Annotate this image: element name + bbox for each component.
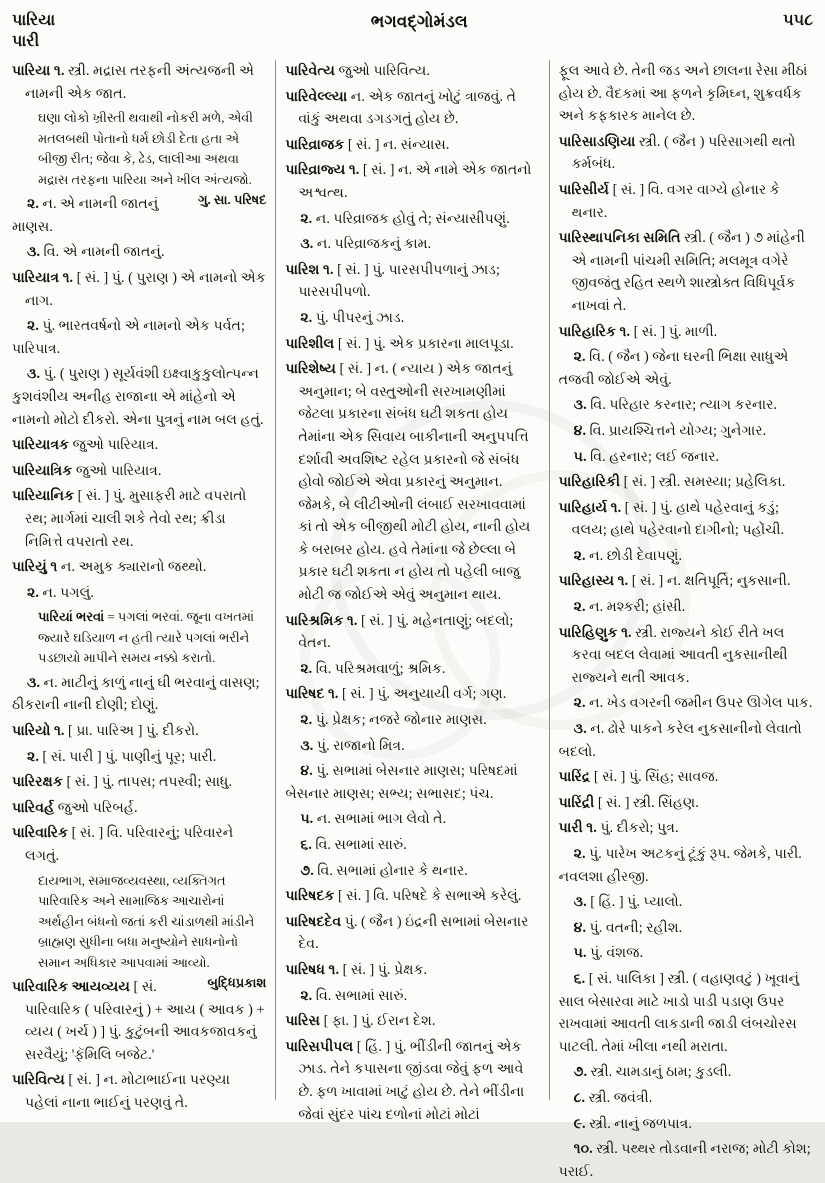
sense-line: ૨. વિ. પરિશ્રમવાળું; શ્રમિક.: [300, 660, 446, 677]
headword: ૩.: [27, 244, 40, 261]
dictionary-entry: પારિસ્થાપનિકા સમિતિ સ્ત્રી. ( જૈન ) ૭ માંહેની એ નામની પાંચમી સમિતિ; મલમૂત્ર વગેરે જીવજંતુ રહિત સ્થળે શાસ્ત્રોક્ત વિધિપૂર્વક નાખવાં તે.: [558, 230, 805, 314]
sense-line: ૩. [ હિં. ] પું. પ્યાલો.: [573, 894, 683, 911]
headword: પારિયાનિક: [12, 488, 75, 505]
sense-line: ૧૦. સ્ત્રી. પથ્થર તોડવાની નરાજ; મોટી કોશ; પરાઈ.: [558, 1141, 811, 1180]
sense-line: ૨. વિ. સભામાં સારું.: [300, 987, 408, 1004]
headword: ૨.: [573, 846, 586, 862]
guide-word-bottom: પારી: [12, 33, 40, 50]
headword: પારિશેષ્ય: [285, 361, 336, 378]
sense-line: ૫. ન. સભામાં ભાગ લેવો તે.: [300, 811, 447, 828]
sense-line: ૩. ન. ઢોરે પાકને કરેલ નુકસાનીનો લેવાતો બદલો.: [558, 721, 802, 760]
text-columns: [12, 60, 813, 1180]
dictionary-entry: પારિશેષ્ય [ સં. ] ન. ( ન્યાય ) એક જાતનું અનુમાન; બે વસ્તુઓની સરખામણીમાં જેટલા પ્રકારના સંબંધ ઘટી શકતા હોય તેમાંના એક સિવાય બાકીનાની અનુપપત્તિ દર્શાવી અવશિષ્ટ રહેલ પ્રકારનો જે સંબંધ હોવો જોઈએ એવા પ્રકારનું અનુમાન. જેમકે, બે લીટીઓની લંબાઈ સરખાવવામાં કાં તો એક બીજીથી મોટી હોય, નાની હોય કે બરાબર હોય. હવે તેમાંના જે છેલ્લા બે પ્રકાર ઘટી શકતા ન હોય તો પહેલી બાજુ મોટી જ જોઈએ એવું અનુમાન થાય.: [285, 361, 531, 604]
dictionary-entry: પારિવિત્ય [ સં. ] ન. મોટાભાઈના પરણ્યા પહેલાં નાના ભાઈનું પરણવું તે.: [12, 1072, 231, 1111]
headword: ૨.: [300, 987, 313, 1004]
dictionary-entry: પારિયાત્રિક જુઓ પારિયાત્ર.: [12, 462, 162, 479]
headword: પારિરક્ષક: [12, 774, 63, 791]
dictionary-entry: પારિયું ૧ ન. અમુક ક્યારાનો જથ્થો.: [12, 559, 207, 576]
page-header: [12, 10, 813, 52]
sense-line: ૪. વિ. પ્રાયશ્ચિત્તને યોગ્ય; ગુનેગાર.: [573, 422, 767, 439]
headword: ૪.: [573, 422, 586, 439]
headword: પારિવર્હ: [12, 799, 55, 816]
headword: પારિશ્રમિક ૧.: [285, 612, 358, 629]
guide-words: [12, 10, 55, 52]
headword: પારિવારિક: [12, 825, 69, 842]
page-number: ૫૫૮: [783, 12, 813, 29]
dictionary-entry: પારિસીર્ય [ સં. ] વિ. વગર વાગ્યે હોનાર કે થનાર.: [558, 181, 780, 221]
headword: પારિહિણુક ૧.: [558, 624, 632, 641]
column-2: [275, 60, 548, 1123]
dictionary-entry: પારિસપીપલ [ હિં. ] પું. ભીંડીની જાતનું એક ઝાડ. તેને કપાસના જીંડવા જેવું ફળ આવે છે. ફળ ખાવામાં ખાટું હોય છે. તેને ભીંડીના જેવાં સુંદર પાંચ દળોનાં મોટાં મોટાં: [285, 1038, 525, 1123]
sense-line: ૮. સ્ત્રી. જવંત્રી.: [573, 1089, 653, 1106]
headword: ૨.: [300, 660, 313, 677]
quote-block: દાયભાગ, સમાજવ્યવસ્થા, વ્યક્તિગત પારિવારિક અને સામાજિક આચારોનાં અર્થહીન બંધનો જતાં કરી ચાંડાળથી માંડીને બ્રાહ્મણ સુધીના બધા મનુષ્યોને સાધનોનો સમાન અધિકાર આપવામાં આવ્યો. બુદ્ધિપ્રકાશ: [38, 871, 266, 974]
headword: પારિષધ ૧.: [285, 961, 340, 978]
citation-source: બુદ્ધિપ્રકાશ: [207, 976, 267, 991]
dictionary-entry: પારિહાર્ય ૧. [ સં. ] પું. હાથે પહેરવાનું કડું; વલય; હાથે પહેરવાનો દાગીનો; પહોંચી.: [558, 499, 785, 539]
sense-line: ૩. વિ. એ નામની જાતનું.: [27, 244, 165, 261]
headword: ૯.: [573, 1115, 586, 1132]
dictionary-entry: પારી ૧. પું. દીકરો; પુત્ર.: [558, 820, 679, 837]
book-title: ભગવદ્ગોમંડલ: [370, 12, 468, 31]
headword: ૬.: [573, 970, 586, 987]
dictionary-entry: પારિહારિકી [ સં. ] સ્ત્રી. સમસ્યા; પ્રહેલિકા.: [558, 474, 786, 491]
headword: ૩.: [27, 366, 40, 383]
dictionary-entry: પારિરક્ષક [ સં. ] પું. તાપસ; તપસ્વી; સાધુ.: [12, 774, 232, 791]
dictionary-entry: પારિંદ્ર [ સં. ] પું. સિંહ; સાવજ.: [558, 769, 719, 786]
headword: ૨.: [27, 748, 39, 765]
headword: પારિયાત્રક: [12, 437, 70, 454]
headword: પારિસપીપલ: [285, 1038, 354, 1055]
sense-line: ૭. સ્ત્રી. ચામડાનું ઠામ; કુડલી.: [573, 1064, 732, 1081]
sense-line: ૩. પું. ( પુરાણ ) સૂર્યવંશી ઇક્ષ્વાકુકુલોત્પન્ન કુશવંશીય અનીહ રાજાના એ માંહેનો એ નામનો મોટો દીકરો. એના પુત્રનું નામ બલ હતું.: [12, 366, 264, 428]
sense-line: ૭. વિ. સભામાં હોનાર કે થનાર.: [300, 862, 468, 879]
headword: પારિષદક: [285, 888, 335, 905]
headword: ૩.: [573, 721, 587, 738]
dictionary-entry: પારિષદ ૧. [ સં. ] પું. અનુયાયી વર્ગ; ગણ.: [285, 686, 507, 703]
headword: પારિહારિકી: [558, 474, 621, 491]
headword: ૭.: [573, 1064, 588, 1081]
dictionary-entry: પારિવ્રાજક [ સં. ] ન. સંન્યાસ.: [285, 136, 450, 153]
sense-line: ૩. પું. રાજાનો મિત્ર.: [300, 737, 405, 754]
headword: પારિવ્રાજ્ય ૧.: [285, 162, 360, 179]
headword: પારિયો ૧.: [12, 722, 65, 739]
dictionary-entry: પારિશ ૧. [ સં. ] પું. પારસપીપળાનું ઝાડ; પારસપીપળો.: [285, 261, 500, 301]
quote-block: ઘણા લોકો ખ્રીસ્તી થવાથી નોકરી મળે, એવી મતલબથી પોતાનો ધર્મ છોડી દેતા હતા એ બીજી રીત; જેવા કે, ઢેડ, લાલીઆ અથવા મદ્રાસ તરફના પારિયા અને ખીલ અંત્યજો. ગુ. સા. પરિષદ: [38, 108, 266, 190]
headword: પારિશ ૧.: [285, 261, 334, 278]
dictionary-entry: પારિવેલ્લ્યા ન. એક જાતનું ખોટું ત્રાજવું. તે વાંકું અથવા ડગડગતું હોય છે.: [285, 88, 517, 128]
headword: પારિસીર્ય: [558, 181, 610, 198]
headword: ૪.: [300, 763, 313, 780]
headword: પારિસાડણિયા: [558, 133, 636, 150]
dictionary-entry: પારિષધ ૧. [ સં. ] પું. પ્રેક્ષક.: [285, 961, 428, 978]
sense-line: ૬. [ સં. પાલિકા ] સ્ત્રી. ( વહાણવટું ) ખૂવાનું સાલ બેસારવા માટે ખાડો પાડી પડાણ ઉપર રાખવામાં આવતી લાકડાની જાડી લંબચોરસ પાટલી. તેમાં ખીલા નથી મરાતા.: [558, 970, 800, 1055]
sense-line: ૨. ન. મશ્કરી; હાંસી.: [573, 599, 686, 616]
sense-line: ૨. વિ. ( જૈન ) જેના ઘરની ભિક્ષા સાધુએ તજવી જોઈએ એવું.: [558, 349, 789, 388]
sense-line: ૩. વિ. પરિહાર કરનાર; ત્યાગ કરનાર.: [573, 397, 777, 414]
sense-line: ૫. પું. વંશજ.: [573, 945, 644, 962]
headword: ૫.: [573, 448, 587, 465]
headword: ૨.: [300, 712, 313, 729]
headword: ૫.: [300, 811, 314, 828]
dictionary-entry: પારિયા ૧. સ્ત્રી. મદ્રાસ તરફની અંત્યજની એ નામની એક જાત.: [12, 63, 255, 102]
headword: પારિવિત્ય: [12, 1072, 65, 1089]
dictionary-entry: પારિસ [ ફા. ] પું. ઈરાન દેશ.: [285, 1013, 436, 1030]
sense-line: ૨. ન. છોડી દેવાપણું.: [573, 547, 683, 564]
dictionary-entry: પારિંદ્રી [ સં. ] સ્ત્રી. સિંહણ.: [558, 794, 699, 811]
headword: ૭.: [300, 862, 314, 879]
headword: પારિષદદેવ: [285, 913, 342, 930]
headword: પારિહારિક ૧.: [558, 323, 631, 340]
headword: પારિષદ ૧.: [285, 686, 339, 703]
headword: ૧૦.: [573, 1141, 593, 1158]
continuation-text: ફૂલ આવે છે. તેની જડ અને છાલના રેસા મીઠાં હોય છે. વૈદકમાં આ ફળને કૃમિઘ્ન, શુક્રવર્ધક અને કફકારક માનેલ છે.: [558, 63, 808, 125]
headword: ૮.: [573, 1089, 586, 1106]
headword: પારિવેલ્લ્યા: [285, 88, 348, 105]
dictionary-entry: પારિવારિક [ સં. ] વિ. પરિવારનું; પરિવારને લગતું.: [12, 825, 234, 864]
headword: ૩.: [300, 737, 314, 754]
headword: પારી ૧.: [558, 820, 597, 837]
headword: ૨.: [27, 196, 39, 213]
headword: પારિસ્થાપનિકા સમિતિ: [558, 230, 681, 247]
dictionary-entry: પારિસાડણિયા સ્ત્રી. ( જૈન ) પરિસાગથી થતો કર્મબંધ.: [558, 133, 796, 173]
sense-line: ૬. વિ. સભામાં સારું.: [300, 837, 407, 853]
headword: પારિયાત્રિક: [12, 462, 73, 479]
dictionary-entry: પારિયાનિક [ સં. ] પું. મુસાફરી માટે વપરાતો રથ; માર્ગમાં ચાલી શકે તેવો રથ; ક્રીડા નિમિત્તે વપરાતો રથ.: [12, 488, 247, 550]
guide-word-top: પારિયા: [12, 12, 56, 29]
headword: ૨.: [573, 695, 586, 712]
sense-line: ૩. ન. માટીનું કાળું નાનું ઘી ભરવાનું વાસણ; ઠીકરાની નાની દોણી; દોણું.: [12, 674, 260, 714]
dictionary-entry: પારિવ્રાજ્ય ૧. [ સં. ] ન. એ નામે એક જાતનો અશ્વત્થ.: [285, 162, 532, 201]
sense-line: ૨. ન. પગલું.: [27, 584, 94, 601]
headword: ૨.: [27, 584, 39, 601]
dictionary-entry: પારિયો ૧. [ પ્રા. પારિઅ ] પું. દીકરો.: [12, 722, 199, 739]
headword: ૫.: [573, 945, 587, 962]
sense-line: ૨. પું. ભારતવર્ષનો એ નામનો એક પર્વત; પારિપાત્ર.: [12, 318, 245, 357]
sense-line: ૪. પું. વતની; રહીશ.: [573, 919, 683, 936]
headword: ૪.: [573, 919, 586, 936]
dictionary-entry: પારિવારિક આયવ્યય [ સં. પારિવારિક ( પરિવારનું ) + આય ( આવક ) + વ્યય ( ખર્ચ ) ] પું. કુટુંબની આવકજાવકનું સરવૈયું; 'ફૅમિલિ બજેટ.': [12, 979, 265, 1063]
dictionary-entry: પારિયાત્ર ૧. [ સં. ] પું. ( પુરાણ ) એ નામનો એક નાગ.: [12, 269, 266, 309]
headword: પારિહાસ્ય ૧.: [558, 573, 629, 590]
dictionary-entry: પારિષદદેવ પું. ( જૈન ) ઇંદ્રની સભામાં બેસનાર દેવ.: [285, 913, 529, 953]
headword: ૩.: [27, 674, 40, 691]
dictionary-entry: પારિહિણુક ૧. સ્ત્રી. રાજ્યને કોઈ રીતે ખલ કરવા બદલ લેવામાં આવતી નુકસાનીથી રાજ્યને થતી આવક.: [558, 624, 788, 686]
quote-block: પારિયાં ભરવાં = પગલાં ભરવાં. જૂના વખતમાં જ્યારે ઘડિયાળ ન હતી ત્યારે પગલાં ભરીને પડછાયો માપીને સમય નક્કો કરાતો.: [38, 610, 255, 666]
headword: પારિયાત્ર ૧.: [12, 269, 74, 286]
sense-line: ૨. [ સં. પારી ] પું. પાણીનું પૂર; પારી.: [27, 748, 217, 765]
headword: ૩.: [573, 894, 587, 911]
headword: પારિંદ્રી: [558, 794, 595, 811]
headword: ૬.: [300, 837, 312, 853]
headword: ૨.: [573, 349, 586, 366]
headword: પારિયા ૧.: [12, 63, 65, 79]
sense-line: ૨. પું. પારેખ અટકનું ટૂંકું રૂપ. જેમકે, પારી. નવલશા હીરજી.: [558, 846, 802, 885]
headword: ૨.: [573, 547, 586, 564]
sense-line: ૯. સ્ત્રી. નાનું જળપાત્ર.: [573, 1115, 692, 1132]
headword: ૨.: [27, 318, 39, 335]
headword: ૩.: [573, 397, 587, 414]
headword: પારિવેત્ય: [285, 63, 335, 79]
column-3: [549, 60, 813, 1180]
sense-line: ૨. પું. પ્રેક્ષક; નજરે જોનાર માણસ.: [300, 712, 487, 729]
dictionary-entry: પારિહાસ્ય ૧. [ સં. ] ન. ક્ષતિપૂર્તિ; નુકસાની.: [558, 573, 791, 590]
citation-source: ગુ. સા. પરિષદ: [198, 193, 267, 208]
headword: ૩.: [300, 236, 314, 253]
column-1: [12, 60, 275, 1111]
sense-line: ૨. ન. એ નામની જાતનું માણસ.: [12, 196, 159, 235]
headword: પારિંદ્ર: [558, 769, 591, 786]
sense-line: ૨. ન. પરિવ્રાજક હોવું તે; સંન્યાસીપણું.: [300, 210, 510, 227]
dictionary-entry: પારિવર્હ જુઓ પરિબર્હ.: [12, 799, 138, 816]
dictionary-entry: પારિષદક [ સં. ] વિ. પરિષદે કે સભાએ કરેલું.: [285, 888, 522, 905]
dictionary-entry: પારિહારિક ૧. [ સં. ] પું. માળી.: [558, 323, 718, 340]
sense-line: ૨. પું. પીપરનું ઝાડ.: [300, 309, 405, 326]
headword: ૨.: [300, 210, 313, 227]
sense-line: ૫. વિ. હરનાર; લઈ જનાર.: [573, 448, 720, 465]
dictionary-entry: પારિશીલ [ સં. ] પું. એક પ્રકારના માલપૂડા.: [285, 335, 514, 352]
headword: પારિહાર્ય ૧.: [558, 499, 622, 516]
headword: ૨.: [573, 599, 586, 616]
headword: પારિયું ૧: [12, 559, 58, 576]
sense-line: ૩. ન. પરિવ્રાજકનું કામ.: [300, 236, 432, 253]
headword: પારિસ: [285, 1013, 321, 1030]
dictionary-entry: પારિયાત્રક જુઓ પારિયાત્ર.: [12, 437, 159, 454]
headword: પારિવ્રાજક: [285, 136, 345, 153]
sense-line: ૪. પું. સભામાં બેસનાર માણસ; પરિષદમાં બેસનાર માણસ; સભ્ય; સભાસદ; પંચ.: [285, 763, 518, 802]
sense-line: ૨. ન. ખેડ વગરની જમીન ઉપર ઊગેલ પાક.: [573, 695, 813, 712]
headword: પારિવારિક આયવ્યય: [12, 979, 130, 996]
headword: ૨.: [300, 309, 313, 326]
headword: પારિશીલ: [285, 335, 335, 352]
headword: પારિયાં ભરવાં: [38, 610, 105, 625]
dictionary-entry: પારિશ્રમિક ૧. [ સં. ] પું. મહેનતાણું; બદલો; વેતન.: [285, 612, 514, 652]
dictionary-entry: પારિવેત્ય જુઓ પારિવિત્ય.: [285, 63, 430, 79]
